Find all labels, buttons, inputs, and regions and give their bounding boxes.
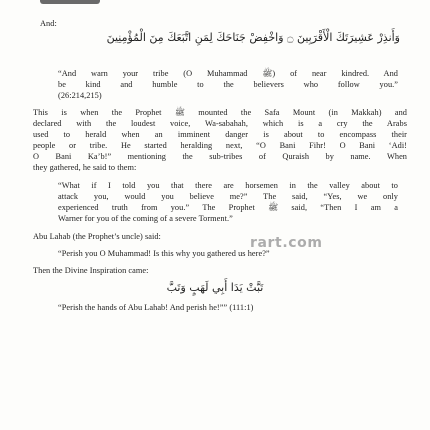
quote-line: “What if I told you that there are horsemen in the valley about to [58,181,398,190]
translation-line: “And warn your tribe (O Muhammad ﷺ) of near kindred. And [58,69,398,78]
scanned-text-fragment [40,0,100,4]
verse-translation-111-1: “Perish the hands of Abu Lahab! And perish he!”” (111:1) [58,303,254,312]
arabic-verse-26-214-215: وَأَنذِرْ عَشِيرَتَكَ الْأَقْرَبِينَ ۝ وَاخْفِضْ جَنَاحَكَ لِمَنِ اتَّبَعَكَ مِنَ الْمُؤْمِنِينَ [106,31,400,44]
paragraph-line: This is when the Prophet ﷺ mounted the Safa Mount (in Makkah) and [33,108,408,117]
arabic-verse-111-1: تَبَّتْ يَدَا أَبِي لَهَبٍ وَتَبَّ [166,281,264,294]
inspiration-intro: Then the Divine Inspiration came: [33,266,149,275]
quote-line: Warner for you of the coming of a severe Torment.” [58,214,233,223]
quote-line: experienced truth from you.” The Prophet ﷺ said, “Then I am a [58,203,398,212]
abu-lahab-intro: Abu Lahab (the Prophet’s uncle) said: [33,232,161,241]
paragraph-line: they gathered, he said to them: [33,163,137,172]
abu-lahab-quote: “Perish you O Muhammad! Is this why you gathered us here?” [58,249,270,258]
verse-reference: (26:214,215) [58,91,102,100]
paragraph-line: declared with the loudest voice, Wa-sabahah, which is a cry the Arabs [33,119,407,128]
quote-line: attack you, would you believe me?” The said, “Yes, we only [58,192,398,201]
paragraph-line: used to herald when an imminent danger is about to encompass their [33,130,407,139]
paragraph-line: people or tribe. He started heralding next, “O Bani Fihr! O Bani ‘Adi! [33,141,407,150]
and-label: And: [40,19,57,28]
watermark-logo: rart.com [250,235,323,251]
translation-line: be kind and humble to the believers who follow you.” [58,80,398,89]
paragraph-line: O Bani Ka’b!” mentioning the sub-tribes of Quraish by name. When [33,152,407,161]
